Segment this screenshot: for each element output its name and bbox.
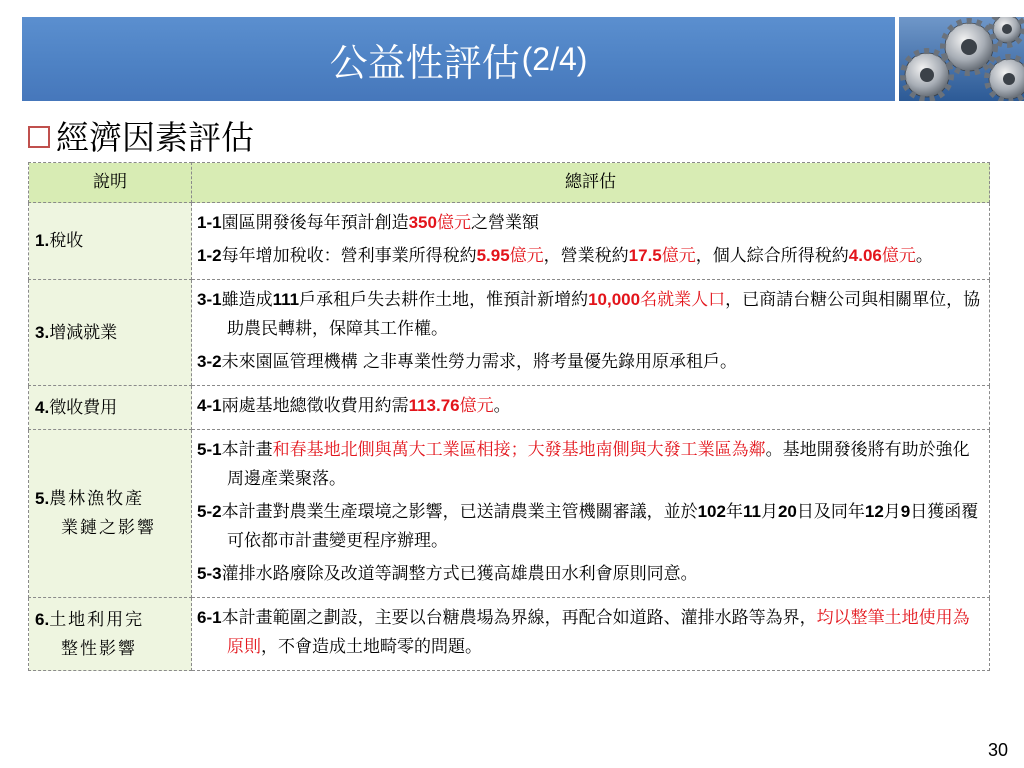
row-label-text-line2: 業鏈之影響: [61, 518, 156, 538]
row-label-text: 稅收: [49, 231, 84, 251]
square-bullet-icon: [28, 126, 50, 148]
item-text: 之營業額: [470, 213, 539, 233]
table-row: [29, 280, 990, 386]
item-text: 本計畫: [221, 440, 273, 460]
item-text: 20: [777, 502, 797, 521]
row-label: [29, 203, 192, 280]
row-label-text: 土地利用完: [49, 609, 145, 630]
item-text: 日及同年: [796, 502, 865, 522]
item-text: 12: [864, 502, 884, 521]
highlight-text: 均以整筆土地使用為原則: [227, 608, 970, 657]
table-row: [29, 430, 990, 598]
evaluation-table: [28, 162, 990, 671]
highlight-text: 17.5: [628, 246, 662, 265]
highlight-text: 億元: [459, 396, 494, 416]
evaluation-item: [197, 435, 981, 494]
item-text: 11: [742, 502, 761, 521]
highlight-text: 350: [408, 213, 437, 232]
section-heading-text: 經濟因素評估: [56, 118, 254, 157]
evaluation-item: [197, 208, 981, 238]
row-label: [29, 280, 192, 386]
item-id: 3-1: [197, 290, 222, 309]
item-text: 月: [760, 502, 778, 522]
item-id: 5-2: [197, 502, 222, 521]
highlight-text: 5.95: [476, 246, 510, 265]
item-text: 兩處基地總徵收費用約需: [221, 396, 409, 416]
slide-title-page: (2/4): [521, 40, 588, 77]
row-label-number: 1.: [35, 231, 50, 250]
item-text: 。基地開發後將有助於強化周邊產業聚落。: [227, 440, 970, 489]
highlight-text: 10,000: [588, 290, 641, 309]
row-label-number: 5.: [35, 489, 50, 508]
item-text: 每年增加稅收：營利事業所得稅約: [221, 246, 477, 266]
item-id: 6-1: [197, 608, 222, 627]
item-text: 雖造成: [221, 290, 273, 310]
highlight-text: 和春基地北側與萬大工業區相接；大發基地南側與大發工業區為鄰: [272, 440, 766, 460]
row-label: [29, 430, 192, 598]
item-id: 1-2: [197, 246, 222, 265]
row-content: [192, 430, 990, 598]
slide-title: [22, 17, 895, 101]
item-text: ，不會造成土地畸零的問題。: [261, 637, 482, 657]
row-label-number: 3.: [35, 322, 50, 342]
item-text: 未來園區管理機構 之非專業性勞力需求，將考量優先錄用原承租戶。: [221, 352, 737, 372]
evaluation-item: [197, 497, 981, 556]
row-label-text: 農林漁牧產: [49, 489, 145, 509]
table-body: [29, 203, 990, 671]
item-text: 月: [883, 502, 901, 522]
row-label-number: 6.: [35, 609, 50, 629]
evaluation-item: [197, 391, 981, 421]
item-text: 102: [697, 502, 726, 521]
row-label-line: [35, 393, 187, 423]
item-id: 1-1: [197, 213, 222, 232]
row-label-line: [35, 318, 187, 348]
evaluation-item: [197, 241, 981, 271]
row-label-line: [35, 484, 187, 514]
table-row: [29, 203, 990, 280]
row-label: [29, 386, 192, 430]
highlight-text: 4.06: [848, 246, 882, 265]
row-content: [192, 386, 990, 430]
page-number: 30: [987, 740, 1008, 760]
gears-photo-icon: [899, 17, 1024, 101]
evaluation-item: [197, 603, 981, 662]
item-id: 5-1: [197, 440, 222, 459]
evaluation-item: [197, 285, 981, 344]
row-label-number: 4.: [35, 397, 50, 417]
item-text: ，個人綜合所得稅約: [695, 246, 849, 266]
row-content: [192, 280, 990, 386]
item-text: ，已商請台糖公司與相關單位，協助農民轉耕，保障其工作權。: [227, 290, 981, 339]
row-label-line: [35, 226, 187, 256]
column-header-evaluation: 總評估: [192, 163, 990, 203]
row-content: [192, 203, 990, 280]
highlight-text: 億元: [509, 246, 544, 266]
item-text: 。: [915, 246, 933, 266]
column-header-description: 說明: [29, 163, 192, 203]
table-row: [29, 598, 990, 671]
highlight-text: 113.76: [408, 396, 460, 415]
slide-title-text: 公益性評估: [329, 40, 520, 85]
item-id: 4-1: [197, 396, 222, 415]
row-content: [192, 598, 990, 671]
item-text: 111: [272, 290, 300, 309]
table-header-row: [29, 163, 990, 203]
row-label-text: 徵收費用: [49, 397, 118, 418]
row-label: [29, 598, 192, 671]
item-text: 本計畫範圍之劃設，主要以台糖農場為界線，再配合如道路、灌排水路等為界，: [221, 608, 817, 628]
evaluation-item: [197, 559, 981, 589]
row-label-line: [35, 605, 187, 635]
highlight-text: 億元: [881, 246, 916, 266]
row-label-text-line2: 整性影響: [61, 638, 137, 659]
item-text: 本計畫對農業生產環境之影響，已送請農業主管機關審議，並於: [221, 502, 698, 522]
item-text: 9: [900, 502, 911, 521]
item-text: ，營業稅約: [543, 246, 629, 266]
highlight-text: 億元: [436, 213, 471, 233]
table-row: [29, 386, 990, 430]
highlight-text: 名就業人口: [640, 290, 726, 310]
item-text: 戶承租戶失去耕作土地，惟預計新增約: [299, 290, 589, 310]
item-text: 年: [725, 502, 743, 522]
item-text: 。: [493, 396, 511, 416]
item-text: 園區開發後每年預計創造: [221, 213, 409, 233]
row-label-text: 增減就業: [49, 322, 118, 343]
item-text: 日獲函覆可依都市計畫變更程序辦理。: [227, 502, 979, 551]
item-id: 5-3: [197, 564, 222, 583]
section-heading: [28, 112, 254, 159]
item-id: 3-2: [197, 352, 222, 371]
item-text: 灌排水路廢除及改道等調整方式已獲高雄農田水利會原則同意。: [221, 564, 698, 584]
evaluation-item: [197, 347, 981, 377]
highlight-text: 億元: [661, 246, 696, 266]
